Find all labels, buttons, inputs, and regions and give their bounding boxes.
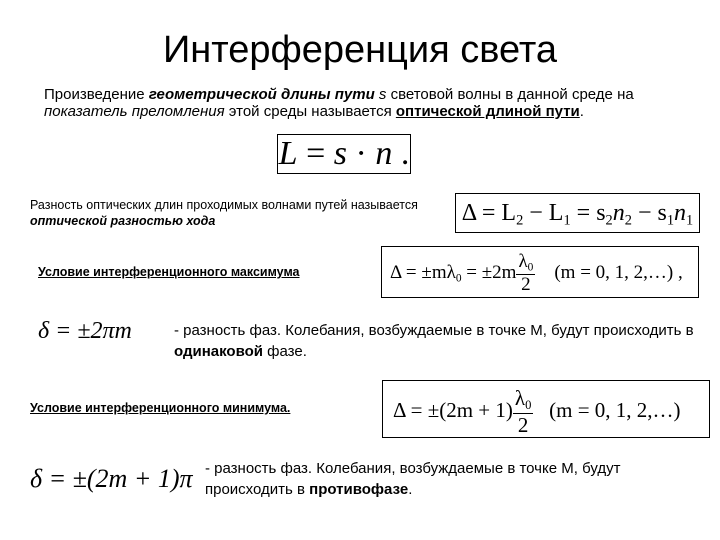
phase-maximum-formula: δ = ±2πm [38, 318, 132, 344]
max-condition-label: Условие интерференционного максимума [38, 265, 300, 279]
max-frac-num-sub: 0 [527, 261, 534, 274]
intro-geometric-length: геометрической длины пути [148, 86, 375, 103]
fd-n: n [612, 200, 625, 226]
min-fraction [513, 387, 533, 437]
formula-L-n: n [375, 135, 393, 172]
max-p2: = ±2m [461, 262, 517, 283]
formula-L-eq: = [297, 135, 334, 172]
formula-L-dot: · [347, 135, 376, 172]
max-p1-sub: 0 [455, 272, 462, 285]
min-condition-label: Условие интерференционного минимума. [30, 401, 291, 415]
max-desc-text: - разность фаз. Колебания, возбуждаемые в точке М, будут происходить в [174, 322, 694, 339]
min-frac-num: λ [514, 386, 526, 411]
min-frac-den: 2 [517, 412, 529, 437]
max-desc-same-phase: одинаковой [174, 343, 263, 360]
max-condition-range: (m = 0, 1, 2,…) , [554, 262, 683, 283]
fd-m1: − L [523, 200, 564, 226]
page-title: Интерференция света [162, 29, 558, 71]
diff-text: Разность оптических длин проходимых волнами путей называется [30, 198, 418, 212]
fd-n2: n [674, 200, 687, 226]
max-frac-num: λ [518, 250, 528, 272]
min-condition-range: (m = 0, 1, 2,…) [549, 398, 681, 422]
phase-minimum-formula: δ = ±(2m + 1)π [30, 464, 193, 493]
min-desc-antiphase: противофазе [309, 481, 409, 498]
formula-path-difference [455, 193, 700, 233]
intro-text-1: Произведение [44, 86, 149, 103]
intro-period: . [579, 103, 584, 120]
min-desc-text: - разность фаз. Колебания, возбуждаемые в точке М, будут происходить в [205, 460, 621, 498]
fd-lhs: Δ = L [461, 200, 517, 226]
path-difference-text [30, 197, 420, 229]
fd-sub-1: 1 [563, 212, 571, 229]
fd-m3: − s [631, 200, 667, 226]
max-p1: Δ = ±mλ [390, 262, 456, 283]
max-desc-end: фазе. [263, 343, 307, 360]
diff-optical-path-difference: оптической разностью хода [30, 214, 216, 228]
formula-optical-length [277, 134, 411, 174]
formula-L-symbol: L [278, 135, 298, 172]
max-fraction [516, 252, 535, 296]
phase-maximum-description [174, 320, 694, 362]
intro-s-symbol: s [378, 86, 387, 103]
min-frac-num-sub: 0 [525, 398, 532, 413]
intro-paragraph [44, 86, 684, 120]
fd-m2: = s [570, 200, 606, 226]
formula-L-end: . [392, 135, 410, 172]
formula-L-s: s [333, 135, 347, 172]
fd-sub-c: 1 [666, 212, 675, 229]
fd-sub-b: 2 [624, 212, 632, 229]
formula-minimum [382, 380, 710, 438]
intro-text-3: этой среды называется [224, 103, 396, 120]
fd-sub-d: 1 [686, 212, 694, 229]
phase-minimum-description [205, 458, 710, 500]
formula-maximum [381, 246, 699, 298]
min-desc-end: . [408, 481, 413, 498]
intro-refraction-index: показатель преломления [44, 103, 225, 120]
max-frac-den: 2 [521, 273, 531, 295]
fd-sub-2: 2 [516, 212, 524, 229]
fd-sub-a: 2 [605, 212, 613, 229]
min-p1: Δ = ±(2m + 1) [393, 398, 513, 422]
intro-optical-length: оптической длиной пути [395, 103, 580, 120]
intro-text-2: световой волны в данной среде на [386, 86, 634, 103]
